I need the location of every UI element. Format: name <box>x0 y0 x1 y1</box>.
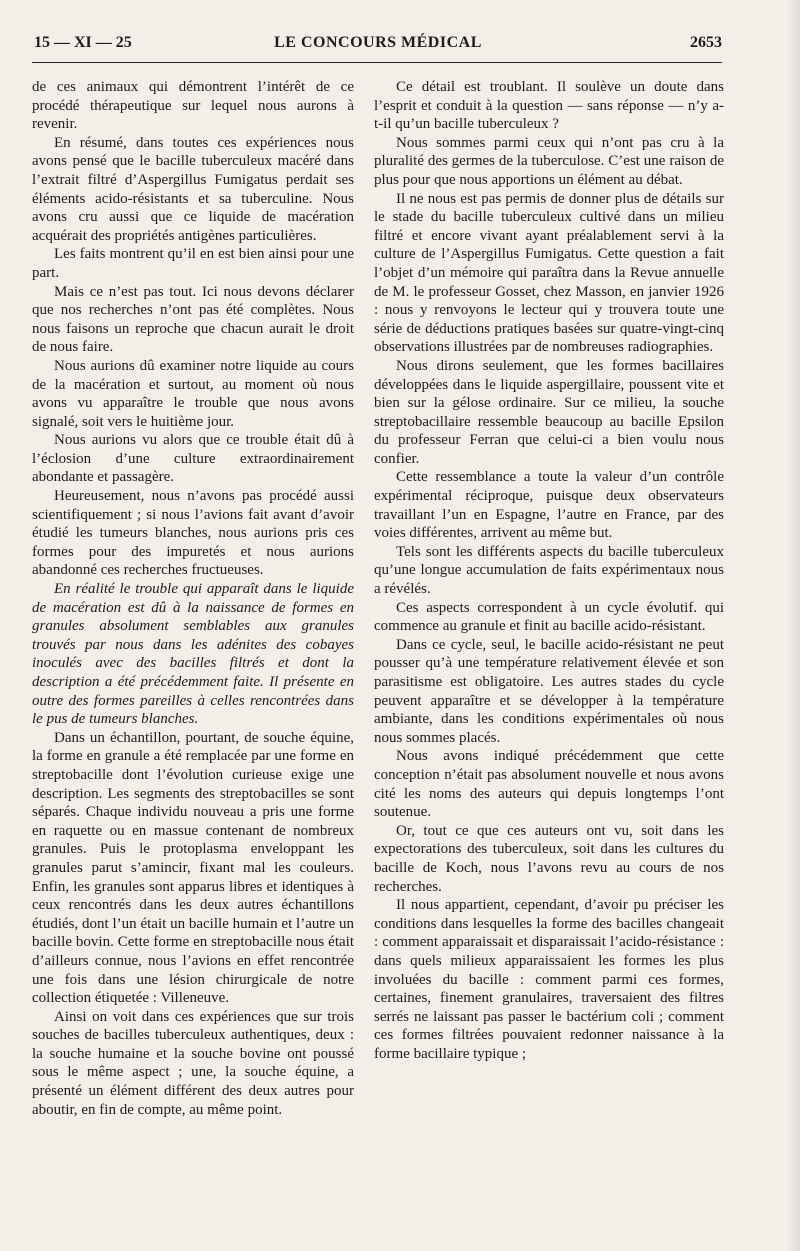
paragraph: Tels sont les différents aspects du bacille tuberculeux qu’une longue accumulation de faits expérimentaux nous a révélés. <box>374 543 724 598</box>
left-column <box>32 78 354 1119</box>
paragraph: Ainsi on voit dans ces expériences que sur trois souches de bacilles tuberculeux authentiques, deux : la souche humaine et la souche bovine ont poussé sous le même aspect ; une, la souche équine, a présenté un élément différent des deux autres pour aboutir, en fin de compte, au même point. <box>32 1008 354 1118</box>
paragraph: Dans un échantillon, pourtant, de souche équine, la forme en granule a été remplacée par une forme en streptobacille dont l’évolution curieuse exige une description. Les segments des streptobacilles se sont séparés. Chaque individu nouveau a pris une forme en raquette ou en massue contenant de nombreux granules. Puis le protoplasma enveloppant les granules parut s’amincir, fixant mal les couleurs. Enfin, les granules sont apparus libres et identiques à ceux rencontrés dans les deux autres échantillons étudiés, dont l’un était un bacille humain et l’autre un bacille bovin. Cette forme en streptobacille nous était d’ailleurs connue, nous l’avions en effet rencontrée une fois dans une lésion chirurgicale de notre collection étiquetée : Villeneuve. <box>32 729 354 1007</box>
italic-paragraph: En réalité le trouble qui apparaît dans le liquide de macération est dû à la naissance de formes en granules absolument semblables aux granules trouvés par nous dans les adénites des cobayes inoculés avec des bacilles filtrés et dont la description a été précédemment faite. Il présente en outre des formes pareilles à celles rencontrées dans le pus de tumeurs blanches. <box>32 581 354 728</box>
paragraph: Heureusement, nous n’avons pas procédé aussi scientifiquement ; si nous l’avions fait avant d’avoir étudié les tumeurs blanches, nous aurions pris ces formes pour des impuretés et nous aurions abandonné ces recherches fructueuses. <box>32 488 354 579</box>
paragraph: Dans ce cycle, seul, le bacille acido-résistant ne peut pousser qu’à une température relativement élevée et son parasitisme est obligatoire. Les autres stades du cycle peuvent apparaître et se développer à la température ambiante, dans les conditions expérimentales où nous nous sommes placés. <box>374 636 724 746</box>
page-edge-shadow <box>786 0 800 1251</box>
paragraph: Ces aspects correspondent à un cycle évolutif. qui commence au granule et finit au bacille acido-résistant. <box>374 599 724 635</box>
issue-date: 15 — XI — 25 <box>34 34 132 51</box>
paragraph: Nous avons indiqué précédemment que cette conception n’était pas absolument nouvelle et nous avons cité les noms des auteurs qui depuis longtemps l’ont soutenue. <box>374 748 724 821</box>
paragraph: Ce détail est troublant. Il soulève un doute dans l’esprit et conduit à la question — sans réponse — n’y a-t-il qu’un bacille tuberculeux ? <box>374 79 724 133</box>
right-column <box>374 78 724 1063</box>
page-number: 2653 <box>690 34 722 51</box>
paragraph: Or, tout ce que ces auteurs ont vu, soit dans les expectorations des tuberculeux, soit dans les cultures du bacille de Koch, nous l’avons revu au cours de nos recherches. <box>374 822 724 895</box>
paragraph: Il nous appartient, cependant, d’avoir pu préciser les conditions dans lesquelles la forme des bacilles changeait : comment apparaissait et disparaissait l’acido-résistance : dans quels milieux apparaissaient les formes les plus involuées du bacille : comment parmi ces formes, certaines, finement granulaires, traversaient des filtres serrés ne laissant pas passer le bactérium coli ; comment ces formes filtrées pouvaient redonner naissance à la forme bacillaire typique ; <box>374 897 724 1062</box>
paragraph: Mais ce n’est pas tout. Ici nous devons déclarer que nos recherches n’ont pas été complètes. Nous nous faisons un reproche que chacun aurait le droit de nous faire. <box>32 283 354 356</box>
header-rule <box>32 62 722 63</box>
paragraph: Les faits montrent qu’il en est bien ainsi pour une part. <box>32 246 354 281</box>
running-header <box>34 34 722 58</box>
paragraph: Nous dirons seulement, que les formes bacillaires développées dans le liquide aspergillaire, poussent vite et bien sur la gélose ordinaire. Sur ce milieu, la souche streptobacillaire ressemble beaucoup au bacille Epsilon du professeur Ferran que celui-ci a bien voulu nous confier. <box>374 357 724 467</box>
paragraph: En résumé, dans toutes ces expériences nous avons pensé que le bacille tuberculeux macéré dans l’extrait filtré d’Aspergillus Fumigatus perdait ses éléments acido-résistants et sa tuberculine. Nous avons cru aussi que ce liquide de macération acquérait des propriétés antigènes particulières. <box>32 134 354 244</box>
paragraph: de ces animaux qui démontrent l’intérêt de ce procédé thérapeutique sur lequel nous aurons à revenir. <box>32 79 354 133</box>
paragraph: Nous aurions vu alors que ce trouble était dû à l’éclosion d’une culture extraordinairement abondante et passagère. <box>32 432 354 486</box>
paragraph: Nous aurions dû examiner notre liquide au cours de la macération et surtout, au moment où nous avons vu apparaître le trouble que nous avons signalé, soit vers le huitième jour. <box>32 357 354 430</box>
paragraph: Nous sommes parmi ceux qui n’ont pas cru à la pluralité des germes de la tuberculose. C’est une raison de plus pour que nous apportions un élément au débat. <box>374 134 724 188</box>
paragraph: Cette ressemblance a toute la valeur d’un contrôle expérimental réciproque, puisque deux observateurs travaillant l’un en Espagne, l’autre en France, par des voies différentes, arrivent au même but. <box>374 469 724 542</box>
paragraph: Il ne nous est pas permis de donner plus de détails sur le stade du bacille tuberculeux cultivé dans un milieu filtré et encore vivant ayant préalablement servi à la culture de l’Aspergillus Fumigatus. Cette question a fait l’objet d’un mémoire qui paraîtra dans la Revue annuelle de M. le professeur Gosset, chez Masson, en janvier 1926 : nous y renvoyons le lecteur qui y trouvera toute une série de déductions pratiques basées sur quatre-vingt-cinq observations illustrées par de nombreuses radiographies. <box>374 190 724 356</box>
journal-title: LE CONCOURS MÉDICAL <box>274 34 482 51</box>
